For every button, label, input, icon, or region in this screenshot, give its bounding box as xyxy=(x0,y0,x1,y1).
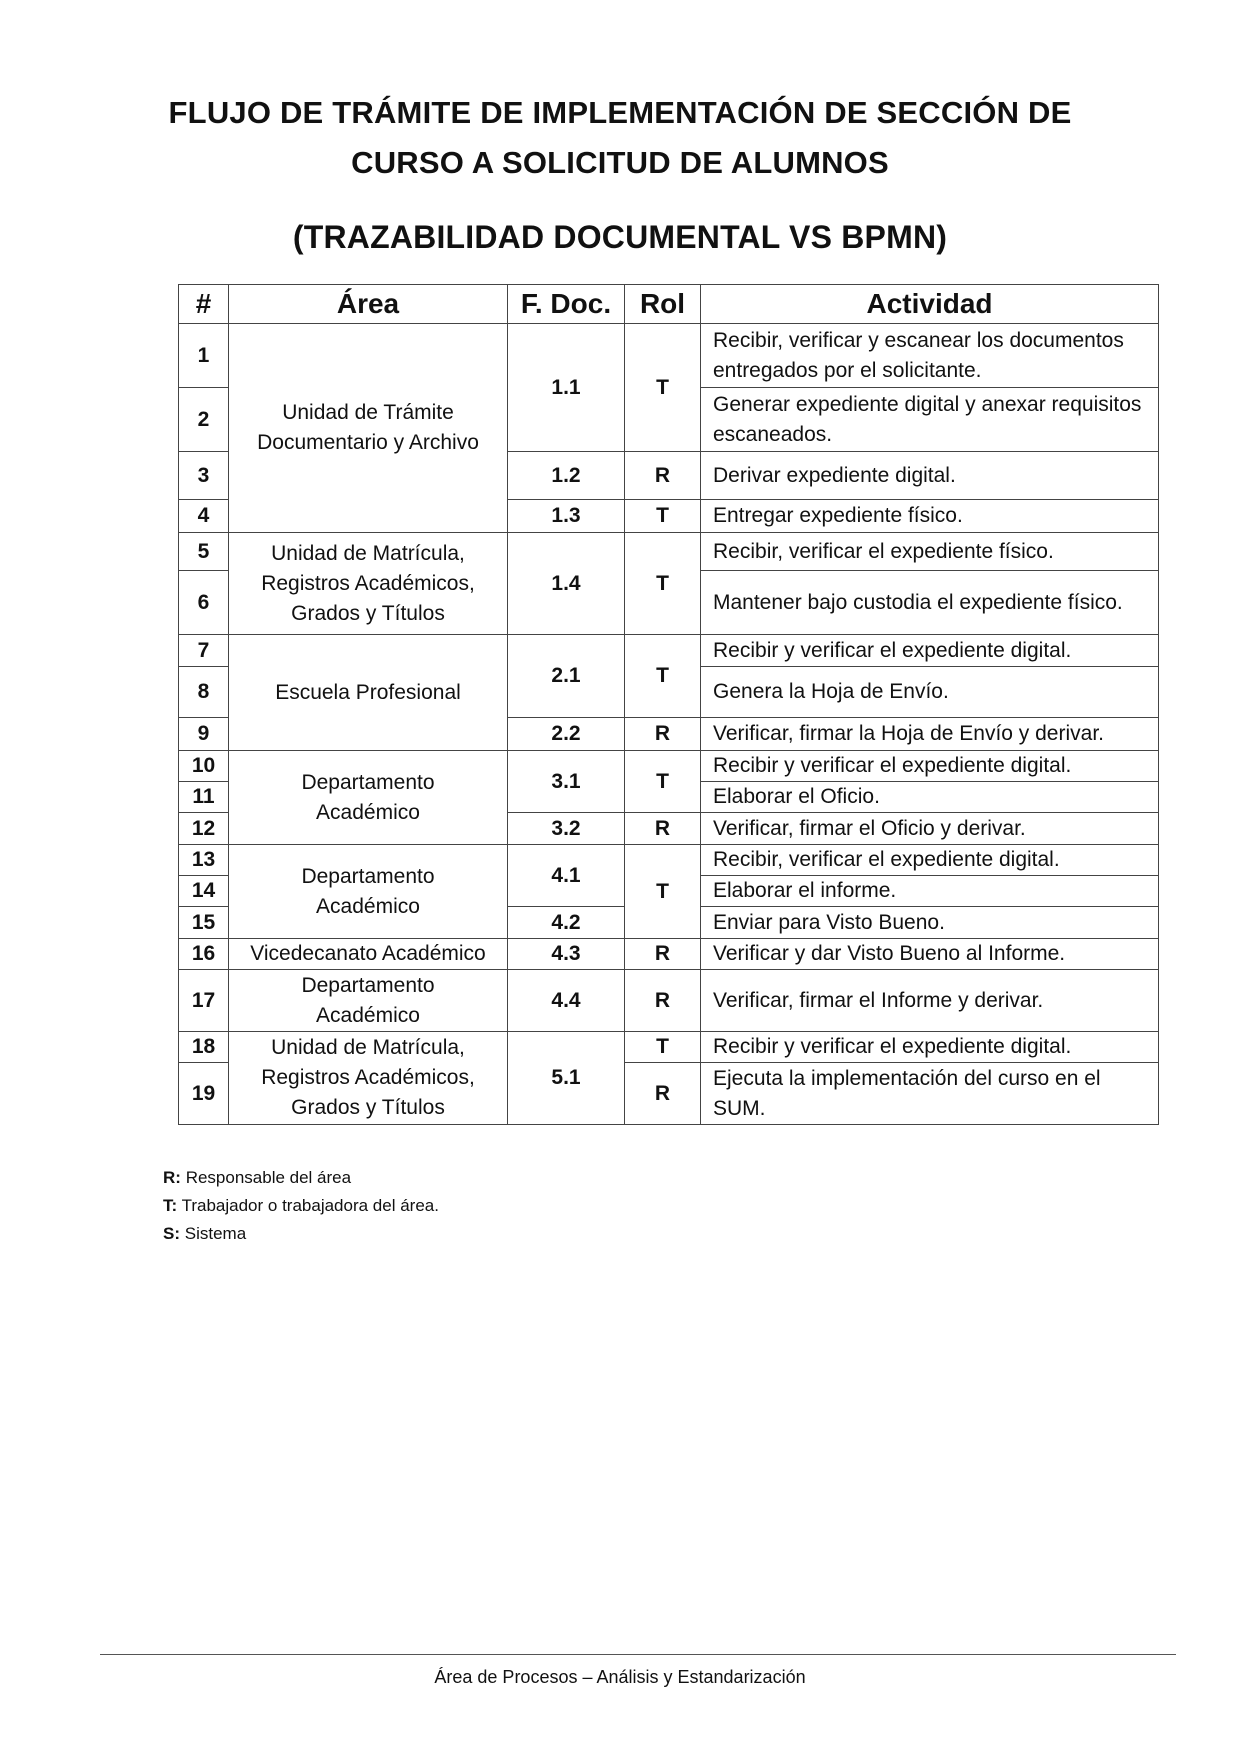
table-row xyxy=(179,635,1159,667)
row-number: 19 xyxy=(179,1063,229,1125)
fdoc-cell: 3.1 xyxy=(508,751,625,813)
rol-cell: R xyxy=(625,970,701,1032)
row-number: 6 xyxy=(179,571,229,635)
activity-cell: Ejecuta la implementación del curso en el SUM. xyxy=(701,1063,1159,1125)
header-number: # xyxy=(179,285,229,324)
row-number: 15 xyxy=(179,907,229,939)
row-number: 7 xyxy=(179,635,229,667)
fdoc-cell: 4.3 xyxy=(508,939,625,970)
area-cell: Unidad de Matrícula, Registros Académicos, Grados y Títulos xyxy=(229,533,508,635)
activity-cell: Entregar expediente físico. xyxy=(701,500,1159,533)
row-number: 18 xyxy=(179,1032,229,1063)
fdoc-cell: 2.2 xyxy=(508,718,625,751)
row-number: 17 xyxy=(179,970,229,1032)
activity-cell: Recibir, verificar el expediente digital. xyxy=(701,845,1159,876)
rol-cell: R xyxy=(625,718,701,751)
row-number: 4 xyxy=(179,500,229,533)
fdoc-cell: 1.1 xyxy=(508,324,625,452)
row-number: 10 xyxy=(179,751,229,782)
fdoc-cell: 4.1 xyxy=(508,845,625,907)
activity-cell: Recibir, verificar y escanear los documentos entregados por el solicitante. xyxy=(701,324,1159,388)
area-cell: Departamento Académico xyxy=(229,970,508,1032)
legend-text: Sistema xyxy=(184,1224,247,1243)
legend-item-t xyxy=(163,1194,439,1218)
fdoc-cell: 1.2 xyxy=(508,452,625,500)
rol-cell: R xyxy=(625,452,701,500)
activity-cell: Generar expediente digital y anexar requisitos escaneados. xyxy=(701,388,1159,452)
area-cell: Departamento Académico xyxy=(229,751,508,845)
row-number: 11 xyxy=(179,782,229,813)
traceability-table xyxy=(178,284,1159,1125)
rol-cell: T xyxy=(625,1032,701,1063)
footer-divider xyxy=(100,1654,1176,1655)
row-number: 5 xyxy=(179,533,229,571)
activity-cell: Recibir y verificar el expediente digital. xyxy=(701,1032,1159,1063)
row-number: 8 xyxy=(179,667,229,718)
legend-text: Responsable del área xyxy=(185,1168,352,1187)
legend-key: S: xyxy=(163,1224,180,1243)
table-row xyxy=(179,533,1159,571)
fdoc-cell: 3.2 xyxy=(508,813,625,845)
row-number: 3 xyxy=(179,452,229,500)
activity-cell: Genera la Hoja de Envío. xyxy=(701,667,1159,718)
fdoc-cell: 1.3 xyxy=(508,500,625,533)
row-number: 14 xyxy=(179,876,229,907)
activity-cell: Recibir y verificar el expediente digital. xyxy=(701,751,1159,782)
activity-cell: Enviar para Visto Bueno. xyxy=(701,907,1159,939)
activity-cell: Elaborar el informe. xyxy=(701,876,1159,907)
row-number: 16 xyxy=(179,939,229,970)
legend-text: Trabajador o trabajadora del área. xyxy=(181,1196,439,1215)
header-fdoc: F. Doc. xyxy=(508,285,625,324)
rol-cell: T xyxy=(625,751,701,813)
area-cell: Vicedecanato Académico xyxy=(229,939,508,970)
fdoc-cell: 5.1 xyxy=(508,1032,625,1125)
header-area: Área xyxy=(229,285,508,324)
fdoc-cell: 1.4 xyxy=(508,533,625,635)
rol-cell: R xyxy=(625,813,701,845)
rol-cell: T xyxy=(625,635,701,718)
activity-cell: Recibir y verificar el expediente digital. xyxy=(701,635,1159,667)
row-number: 13 xyxy=(179,845,229,876)
area-cell: Escuela Profesional xyxy=(229,635,508,751)
page-footer: Área de Procesos – Análisis y Estandarización xyxy=(434,1667,806,1687)
activity-cell: Derivar expediente digital. xyxy=(701,452,1159,500)
row-number: 9 xyxy=(179,718,229,751)
fdoc-cell: 4.2 xyxy=(508,907,625,939)
rol-cell: R xyxy=(625,939,701,970)
activity-cell: Recibir, verificar el expediente físico. xyxy=(701,533,1159,571)
legend-item-s xyxy=(163,1222,246,1246)
table-row xyxy=(179,939,1159,970)
rol-cell: T xyxy=(625,533,701,635)
header-rol: Rol xyxy=(625,285,701,324)
document-title-line-1: FLUJO DE TRÁMITE DE IMPLEMENTACIÓN DE SECCIÓN DE xyxy=(168,95,1072,130)
activity-cell: Elaborar el Oficio. xyxy=(701,782,1159,813)
area-cell: Unidad de Trámite Documentario y Archivo xyxy=(229,324,508,533)
row-number: 12 xyxy=(179,813,229,845)
area-cell: Departamento Académico xyxy=(229,845,508,939)
document-title-line-2: CURSO A SOLICITUD DE ALUMNOS xyxy=(351,145,889,180)
table-row xyxy=(179,1032,1159,1063)
area-cell: Unidad de Matrícula, Registros Académicos, Grados y Títulos xyxy=(229,1032,508,1125)
fdoc-cell: 2.1 xyxy=(508,635,625,718)
rol-cell: T xyxy=(625,845,701,939)
table-row xyxy=(179,845,1159,876)
row-number: 1 xyxy=(179,324,229,388)
activity-cell: Verificar, firmar la Hoja de Envío y derivar. xyxy=(701,718,1159,751)
activity-cell: Verificar, firmar el Informe y derivar. xyxy=(701,970,1159,1032)
legend-key: T: xyxy=(163,1196,178,1215)
rol-cell: R xyxy=(625,1063,701,1125)
header-actividad: Actividad xyxy=(701,285,1159,324)
activity-cell: Mantener bajo custodia el expediente físico. xyxy=(701,571,1159,635)
table-row xyxy=(179,970,1159,1032)
rol-cell: T xyxy=(625,500,701,533)
activity-cell: Verificar y dar Visto Bueno al Informe. xyxy=(701,939,1159,970)
table-header-row xyxy=(179,285,1159,324)
table-row xyxy=(179,751,1159,782)
legend-item-r xyxy=(163,1166,351,1190)
activity-cell: Verificar, firmar el Oficio y derivar. xyxy=(701,813,1159,845)
legend-key: R: xyxy=(163,1168,181,1187)
row-number: 2 xyxy=(179,388,229,452)
rol-cell: T xyxy=(625,324,701,452)
fdoc-cell: 4.4 xyxy=(508,970,625,1032)
table-row xyxy=(179,324,1159,388)
document-subtitle: (TRAZABILIDAD DOCUMENTAL VS BPMN) xyxy=(292,219,948,255)
